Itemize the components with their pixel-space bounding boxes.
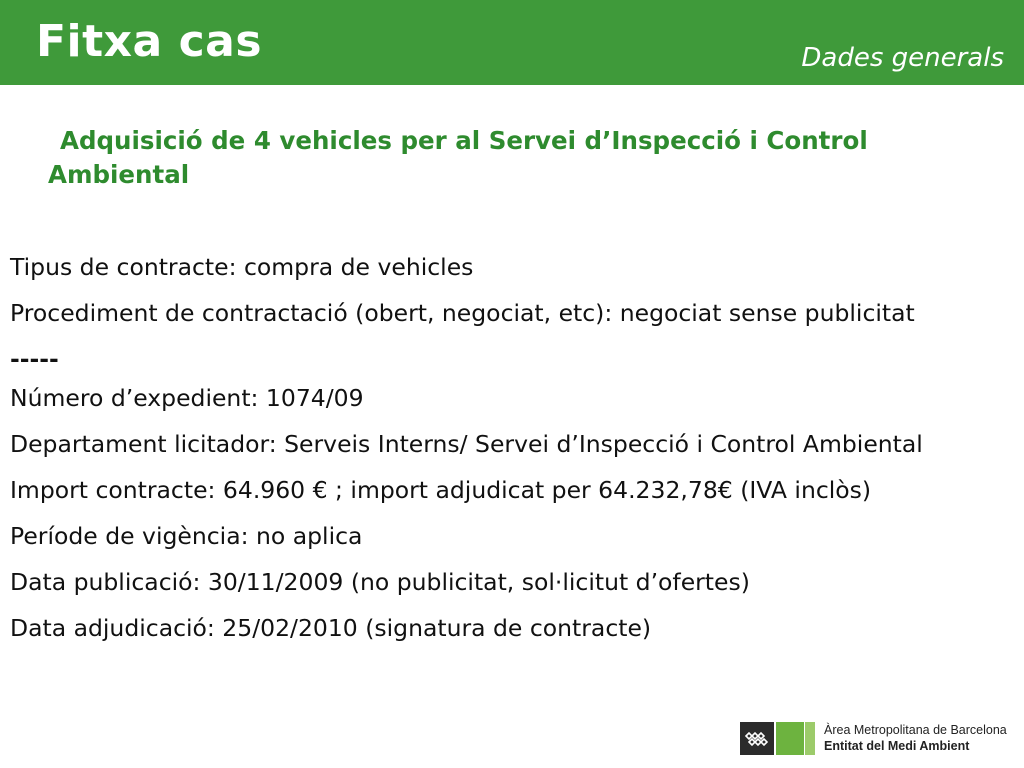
- organization-name: [824, 722, 1007, 754]
- case-title: [48, 124, 1008, 192]
- award-date: Data adjudicació: 25/02/2010 (signatura de contracte): [10, 614, 652, 642]
- organization-name-line2: Entitat del Medi Ambient: [824, 739, 970, 753]
- case-title-line1: Adquisició de 4 vehicles per al Servei d’Inspecció i Control: [60, 126, 868, 155]
- contract-type: Tipus de contracte: compra de vehicles: [10, 253, 474, 281]
- organization-name-line1: Àrea Metropolitana de Barcelona: [824, 723, 1007, 737]
- contract-amount: Import contracte: 64.960 € ; import adjudicat per 64.232,78€ (IVA inclòs): [10, 476, 872, 504]
- logo-green-block: [776, 722, 804, 755]
- publication-date: Data publicació: 30/11/2009 (no publicitat, sol·licitut d’ofertes): [10, 568, 750, 596]
- page-subtitle: Dades generals: [801, 43, 1004, 73]
- header-bar: [0, 0, 1024, 85]
- amb-logo-icon: [740, 722, 774, 755]
- validity-period: Període de vigència: no aplica: [10, 522, 363, 550]
- separator: -----: [10, 345, 59, 373]
- procurement-procedure: Procediment de contractació (obert, negociat, etc): negociat sense publicitat: [10, 299, 915, 327]
- organization-logo: [740, 722, 1015, 756]
- case-title-line2: Ambiental: [48, 160, 190, 189]
- logo-light-green-block: [805, 722, 815, 755]
- case-details: [10, 252, 1014, 659]
- file-number: Número d’expedient: 1074/09: [10, 384, 364, 412]
- tendering-department: Departament licitador: Serveis Interns/ Servei d’Inspecció i Control Ambiental: [10, 430, 923, 458]
- page-title: Fitxa cas: [36, 16, 263, 67]
